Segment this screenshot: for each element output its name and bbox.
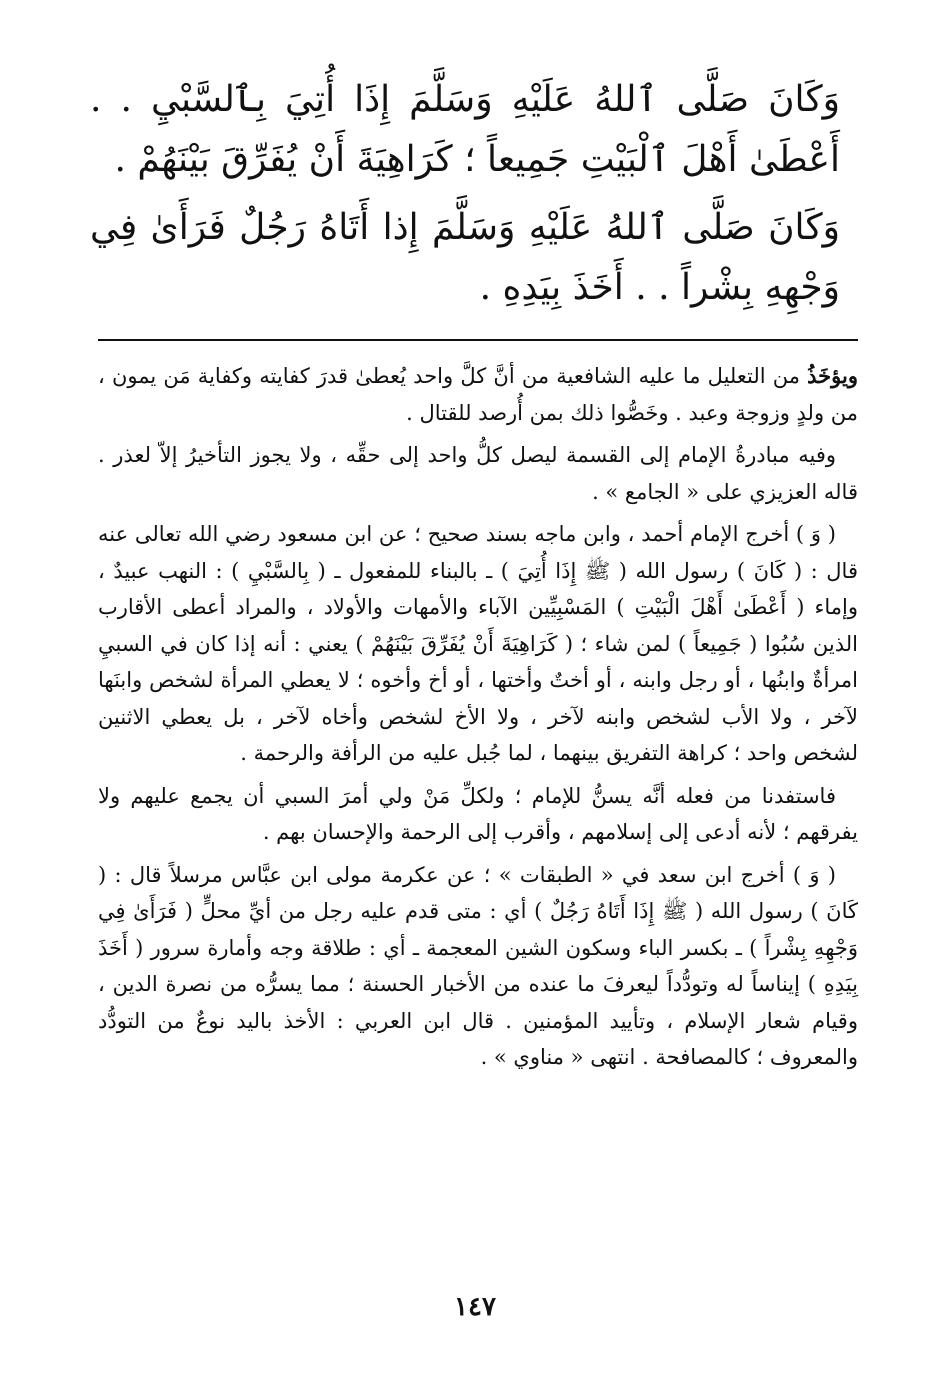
- separator-line: [98, 339, 858, 341]
- commentary-paragraph-4: فاستفدنا من فعله أنَّه يسنُّ للإمام ؛ ولكلِّ مَنْ ولي أمرَ السبي أن يجمع عليهم ولا يفرقهم ؛ لأنه أدعى إلى إسلامهم ، وأقرب إلى الرحمة والإحسان بهم .: [98, 783, 858, 844]
- main-text-paragraph-1: وَكَانَ صَلَّى ٱللهُ عَلَيْهِ وَسَلَّمَ إِذَا أُتِيَ بِٱلسَّبْيِ . . أَعْطَىٰ أَهْلَ ٱلْبَيْتِ جَمِيعاً ؛ كَرَاهِيَةَ أَنْ يُفَرِّقَ بَيْنَهُمْ .: [90, 79, 840, 180]
- commentary-paragraph-1: [98, 358, 858, 431]
- commentary-text: [98, 358, 858, 1082]
- commentary-paragraph-5: ( وَ ) أخرج ابن سعد في « الطبقات » ؛ عن عكرمة مولى ابن عبَّاس مرسلاً قال : ( كَانَ ) رسول الله ( ﷺ إِذَا أَتَاهُ رَجُلٌ ) أي : متى قدم عليه رجل من أيِّ محلٍّ ( فَرَأَىٰ فِي وَجْهِهِ بِشْراً ) ـ بكسر الباء وسكون الشين المعجمة ـ أي : طلاقة وجه وأمارة سرور ( أَخَذَ بِيَدِهِ ) إيناساً له وتودُّداً ليعرفَ ما عنده من الأخبار الحسنة ؛ مما يسرُّه من نصرة الدين ، وقيام شعار الإسلام ، وتأييد المؤمنين . قال ابن العربي : الأخذ باليد نوعٌ من التودُّد والمعروف ؛ كالمصافحة . انتهى « مناوي » .: [98, 862, 858, 1069]
- commentary-paragraph-3: ( وَ ) أخرج الإمام أحمد ، وابن ماجه بسند صحيح ؛ عن ابن مسعود رضي الله تعالى عنه قال : ( كَانَ ) رسول الله ( ﷺ إِذَا أُتِيَ ) ـ بالبناء للمفعول ـ ( بِالسَّبْيِ ) : النهب عبيدٌ ، وإماء ( أَعْطَىٰ أَهْلَ الْبَيْتِ ) المَسْبِيِّين الآباء والأمهات والأولاد ، والمراد أعطى الأقارب الذين سُبُوا ( جَمِيعاً ) لمن شاء ؛ ( كَرَاهِيَةَ أَنْ يُفَرِّقَ بَيْنَهُمْ ) يعني : أنه إذا كان في السبيِ امرأةٌ وابنُها ، أو رجل وابنه ، أو أختٌ وأختها ، أو أخ وأخوه ؛ لا يعطي المرأة لشخص وابنَها لآخر ، ولا الأب لشخص وابنه لآخر ، ولا الأخ لشخص وأخاه لآخر ، بل يعطي الاثنين لشخص واحد ؛ كراهة التفريق بينهما ، لما جُبل عليه من الرأفة والرحمة .: [98, 522, 858, 765]
- commentary-lead-word: ويؤخَذُ: [807, 363, 858, 388]
- page-number: ١٤٧: [454, 1292, 496, 1322]
- commentary-paragraph-1-body: من التعليل ما عليه الشافعية من أنَّ كلَّ واحد يُعطىٰ قدرَ كفايته وكفاية مَن يمون ، من ولدٍ وزوجة وعبد . وخَصُّوا ذلك بمن أُرصد للقتال .: [98, 364, 858, 425]
- main-text-paragraph-2: وَكَانَ صَلَّى ٱللهُ عَلَيْهِ وَسَلَّمَ إِذا أَتَاهُ رَجُلٌ فَرَأَىٰ فِي وَجْهِهِ بِشْراً . . أَخَذَ بِيَدِهِ .: [90, 207, 840, 308]
- commentary-paragraph-2: وفيه مبادرةُ الإمام إلى القسمة ليصل كلُّ واحد إلى حقِّه ، ولا يجوز التأخيرُ إلاّ لعذر . قاله العزيزي على « الجامع » .: [98, 443, 858, 504]
- main-text: [90, 70, 840, 326]
